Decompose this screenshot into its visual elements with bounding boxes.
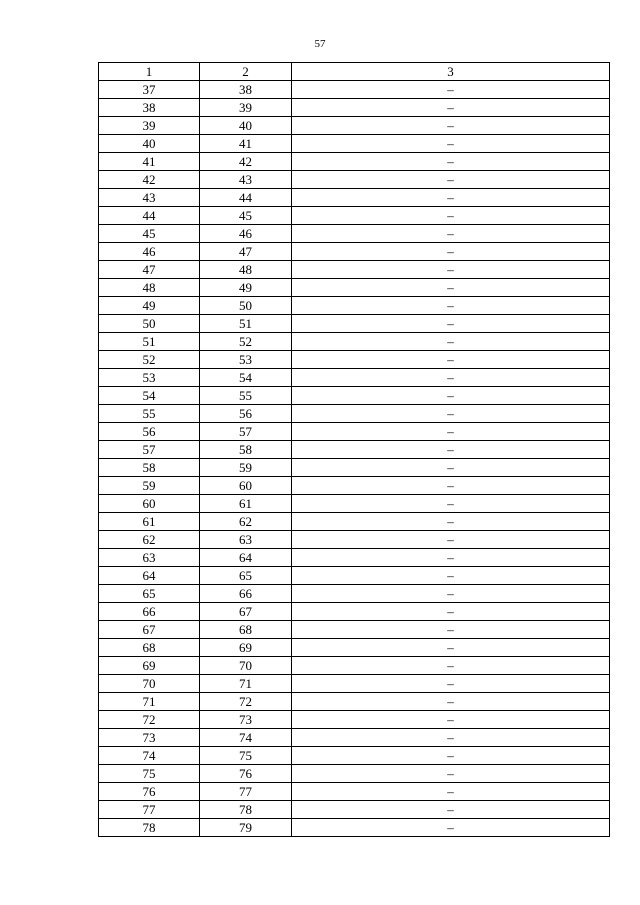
table-cell-col-3: – bbox=[292, 387, 610, 405]
table-cell-col-2: 42 bbox=[200, 153, 292, 171]
table-row bbox=[99, 81, 610, 99]
table-cell-col-1: 42 bbox=[99, 171, 200, 189]
table-cell-col-3: – bbox=[292, 207, 610, 225]
table-cell-col-3: – bbox=[292, 675, 610, 693]
table-cell-col-1: 38 bbox=[99, 99, 200, 117]
table-cell-col-1: 53 bbox=[99, 369, 200, 387]
table-row bbox=[99, 387, 610, 405]
table-cell-col-1: 39 bbox=[99, 117, 200, 135]
table-cell-col-1: 37 bbox=[99, 81, 200, 99]
table-cell-col-2: 52 bbox=[200, 333, 292, 351]
table-cell-col-3: – bbox=[292, 711, 610, 729]
table-cell-col-3: – bbox=[292, 459, 610, 477]
table-cell-col-3: – bbox=[292, 369, 610, 387]
table-cell-col-3: – bbox=[292, 585, 610, 603]
table-cell-col-3: – bbox=[292, 801, 610, 819]
table-cell-col-2: 79 bbox=[200, 819, 292, 837]
table-cell-col-2: 55 bbox=[200, 387, 292, 405]
table-cell-col-1: 72 bbox=[99, 711, 200, 729]
table-row bbox=[99, 333, 610, 351]
table-cell-col-2: 76 bbox=[200, 765, 292, 783]
table-cell-col-3: – bbox=[292, 765, 610, 783]
table-row bbox=[99, 297, 610, 315]
table-cell-col-3: – bbox=[292, 441, 610, 459]
table-cell-col-3: – bbox=[292, 819, 610, 837]
table-cell-col-3: – bbox=[292, 117, 610, 135]
table-cell-col-1: 41 bbox=[99, 153, 200, 171]
table-cell-col-2: 45 bbox=[200, 207, 292, 225]
table-cell-col-3: – bbox=[292, 279, 610, 297]
table-cell-col-2: 49 bbox=[200, 279, 292, 297]
table-cell-col-2: 44 bbox=[200, 189, 292, 207]
table-cell-col-1: 51 bbox=[99, 333, 200, 351]
table-cell-col-3: – bbox=[292, 171, 610, 189]
table-cell-col-2: 59 bbox=[200, 459, 292, 477]
table-cell-col-1: 66 bbox=[99, 603, 200, 621]
table-cell-col-2: 65 bbox=[200, 567, 292, 585]
table-cell-col-3: – bbox=[292, 747, 610, 765]
table-cell-col-2: 51 bbox=[200, 315, 292, 333]
table-cell-col-2: 53 bbox=[200, 351, 292, 369]
table-row bbox=[99, 369, 610, 387]
table-cell-col-3: – bbox=[292, 603, 610, 621]
table-cell-col-1: 75 bbox=[99, 765, 200, 783]
table-cell-col-1: 54 bbox=[99, 387, 200, 405]
table-cell-col-1: 65 bbox=[99, 585, 200, 603]
table-cell-col-3: – bbox=[292, 531, 610, 549]
table-cell-col-1: 70 bbox=[99, 675, 200, 693]
table-row bbox=[99, 477, 610, 495]
table-cell-col-3: – bbox=[292, 549, 610, 567]
table-cell-col-3: – bbox=[292, 99, 610, 117]
table-cell-col-1: 57 bbox=[99, 441, 200, 459]
table-cell-col-3: – bbox=[292, 495, 610, 513]
table-row bbox=[99, 351, 610, 369]
table-cell-col-1: 64 bbox=[99, 567, 200, 585]
table-cell-col-2: 50 bbox=[200, 297, 292, 315]
table-cell-col-2: 77 bbox=[200, 783, 292, 801]
table-cell-col-1: 50 bbox=[99, 315, 200, 333]
table-row bbox=[99, 585, 610, 603]
table-cell-col-2: 75 bbox=[200, 747, 292, 765]
table-cell-col-1: 45 bbox=[99, 225, 200, 243]
table-row bbox=[99, 657, 610, 675]
table-cell-col-3: – bbox=[292, 729, 610, 747]
table-cell-col-2: 72 bbox=[200, 693, 292, 711]
table-cell-col-3: – bbox=[292, 261, 610, 279]
table-cell-col-2: 60 bbox=[200, 477, 292, 495]
table-row bbox=[99, 621, 610, 639]
table-row bbox=[99, 261, 610, 279]
table-row bbox=[99, 207, 610, 225]
table-cell-col-1: 49 bbox=[99, 297, 200, 315]
table-cell-col-1: 69 bbox=[99, 657, 200, 675]
table-cell-col-2: 63 bbox=[200, 531, 292, 549]
table-row bbox=[99, 441, 610, 459]
page-number: 57 bbox=[314, 38, 326, 50]
table-cell-col-3: – bbox=[292, 621, 610, 639]
table-body bbox=[99, 81, 610, 837]
table-cell-col-2: 67 bbox=[200, 603, 292, 621]
table-cell-col-3: – bbox=[292, 567, 610, 585]
table-cell-col-2: 54 bbox=[200, 369, 292, 387]
table-row bbox=[99, 567, 610, 585]
table-row bbox=[99, 153, 610, 171]
table-cell-col-2: 58 bbox=[200, 441, 292, 459]
table-cell-col-2: 46 bbox=[200, 225, 292, 243]
table-cell-col-3: – bbox=[292, 225, 610, 243]
table-cell-col-3: – bbox=[292, 135, 610, 153]
table-cell-col-1: 68 bbox=[99, 639, 200, 657]
data-table bbox=[98, 62, 610, 837]
table-cell-col-3: – bbox=[292, 351, 610, 369]
table-cell-col-1: 78 bbox=[99, 819, 200, 837]
table-row bbox=[99, 549, 610, 567]
table-cell-col-2: 38 bbox=[200, 81, 292, 99]
table-cell-col-2: 39 bbox=[200, 99, 292, 117]
table-row bbox=[99, 603, 610, 621]
table-cell-col-3: – bbox=[292, 153, 610, 171]
table-cell-col-1: 76 bbox=[99, 783, 200, 801]
table-cell-col-2: 64 bbox=[200, 549, 292, 567]
table-cell-col-2: 71 bbox=[200, 675, 292, 693]
table-cell-col-2: 69 bbox=[200, 639, 292, 657]
table-row bbox=[99, 693, 610, 711]
table-row bbox=[99, 189, 610, 207]
table-row bbox=[99, 765, 610, 783]
table-cell-col-3: – bbox=[292, 639, 610, 657]
table-cell-col-2: 62 bbox=[200, 513, 292, 531]
table-cell-col-1: 52 bbox=[99, 351, 200, 369]
table-cell-col-2: 74 bbox=[200, 729, 292, 747]
table-cell-col-2: 41 bbox=[200, 135, 292, 153]
table-row bbox=[99, 513, 610, 531]
table-cell-col-2: 73 bbox=[200, 711, 292, 729]
table-row bbox=[99, 171, 610, 189]
table-cell-col-3: – bbox=[292, 477, 610, 495]
table-cell-col-2: 56 bbox=[200, 405, 292, 423]
table-cell-col-1: 71 bbox=[99, 693, 200, 711]
table-cell-col-2: 66 bbox=[200, 585, 292, 603]
column-header-1: 1 bbox=[99, 63, 200, 81]
table-row bbox=[99, 801, 610, 819]
table-cell-col-1: 44 bbox=[99, 207, 200, 225]
column-header-2: 2 bbox=[200, 63, 292, 81]
table-row bbox=[99, 495, 610, 513]
table-row bbox=[99, 531, 610, 549]
table-cell-col-3: – bbox=[292, 333, 610, 351]
table-cell-col-2: 43 bbox=[200, 171, 292, 189]
table-cell-col-1: 74 bbox=[99, 747, 200, 765]
table-cell-col-1: 73 bbox=[99, 729, 200, 747]
table-cell-col-3: – bbox=[292, 783, 610, 801]
table-cell-col-1: 47 bbox=[99, 261, 200, 279]
table-cell-col-2: 78 bbox=[200, 801, 292, 819]
table-row bbox=[99, 279, 610, 297]
table-row bbox=[99, 711, 610, 729]
table-cell-col-1: 58 bbox=[99, 459, 200, 477]
table-row bbox=[99, 243, 610, 261]
table-cell-col-1: 48 bbox=[99, 279, 200, 297]
table-cell-col-3: – bbox=[292, 657, 610, 675]
table-cell-col-1: 61 bbox=[99, 513, 200, 531]
table-cell-col-2: 68 bbox=[200, 621, 292, 639]
table-cell-col-2: 47 bbox=[200, 243, 292, 261]
table-cell-col-1: 67 bbox=[99, 621, 200, 639]
table-cell-col-3: – bbox=[292, 405, 610, 423]
table-row bbox=[99, 639, 610, 657]
table-row bbox=[99, 423, 610, 441]
table-cell-col-1: 60 bbox=[99, 495, 200, 513]
table-row bbox=[99, 315, 610, 333]
table-cell-col-3: – bbox=[292, 513, 610, 531]
table-row bbox=[99, 747, 610, 765]
table-row bbox=[99, 135, 610, 153]
table-cell-col-1: 63 bbox=[99, 549, 200, 567]
table-cell-col-2: 48 bbox=[200, 261, 292, 279]
table-cell-col-3: – bbox=[292, 423, 610, 441]
table-row bbox=[99, 99, 610, 117]
table-cell-col-1: 77 bbox=[99, 801, 200, 819]
table-cell-col-3: – bbox=[292, 243, 610, 261]
table-cell-col-3: – bbox=[292, 81, 610, 99]
table-row bbox=[99, 783, 610, 801]
table-cell-col-3: – bbox=[292, 189, 610, 207]
table-row bbox=[99, 729, 610, 747]
table-cell-col-1: 43 bbox=[99, 189, 200, 207]
table-cell-col-1: 46 bbox=[99, 243, 200, 261]
table-row bbox=[99, 675, 610, 693]
table-cell-col-1: 55 bbox=[99, 405, 200, 423]
table-cell-col-2: 57 bbox=[200, 423, 292, 441]
table-cell-col-1: 56 bbox=[99, 423, 200, 441]
table-cell-col-1: 40 bbox=[99, 135, 200, 153]
table-row bbox=[99, 405, 610, 423]
table-row bbox=[99, 225, 610, 243]
column-header-3: 3 bbox=[292, 63, 610, 81]
table-cell-col-1: 62 bbox=[99, 531, 200, 549]
table-cell-col-3: – bbox=[292, 297, 610, 315]
table-cell-col-3: – bbox=[292, 315, 610, 333]
table-row bbox=[99, 459, 610, 477]
table-header-row bbox=[99, 63, 610, 81]
table-cell-col-2: 70 bbox=[200, 657, 292, 675]
table-cell-col-3: – bbox=[292, 693, 610, 711]
table-cell-col-2: 40 bbox=[200, 117, 292, 135]
table-cell-col-2: 61 bbox=[200, 495, 292, 513]
table-row bbox=[99, 117, 610, 135]
table-cell-col-1: 59 bbox=[99, 477, 200, 495]
table-row bbox=[99, 819, 610, 837]
